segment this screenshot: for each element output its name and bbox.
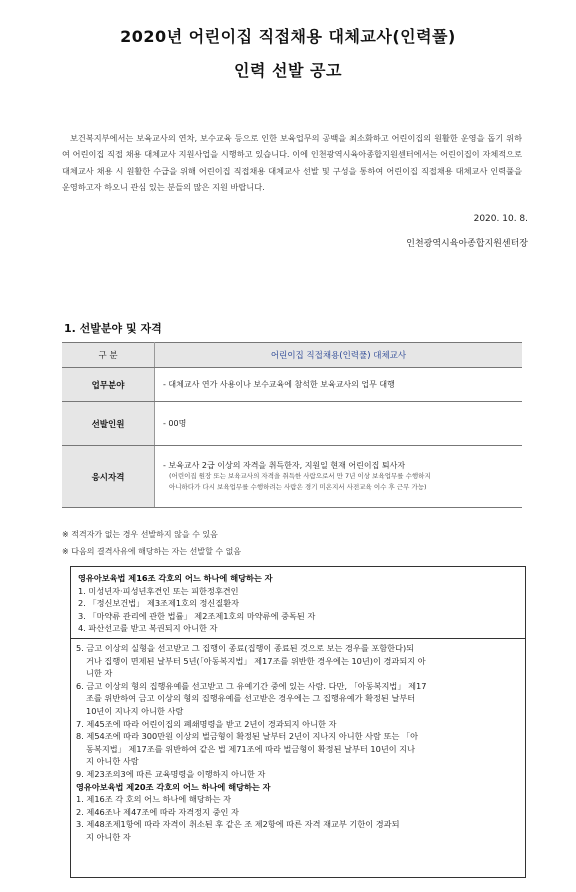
list-item-continued: 거나 집행이 면제된 날부터 5년(「아동복지법」 제17조를 위반한 경우에는 10년)이 경과되지 아	[86, 655, 426, 666]
list-item: 4. 파산선고를 받고 복권되지 아니한 자	[78, 623, 218, 634]
list-item: 9. 제23조의3에 따른 교육명령을 이행하지 아니한 자	[76, 768, 266, 779]
table-header-value: 어린이집 직접채용(인력풀) 대체교사	[155, 343, 523, 368]
list-heading: 영유아보육법 제20조 각호의 어느 하나에 해당하는 자	[76, 781, 271, 792]
list-item: 6. 금고 이상의 형의 집행유예를 선고받고 그 유예기간 중에 있는 사람. 다만, 「아동복지법」 제17	[76, 680, 427, 691]
list-item: 7. 제45조에 따라 어린이집의 폐쇄명령을 받고 2년이 경과되지 아니한 자	[76, 718, 337, 729]
table-row	[62, 402, 522, 446]
qualification-note-2: 아니하다가 다시 보육업무를 수행하려는 사람은 경기 미온지서 사전교육 이수 후 근무 가능)	[169, 483, 427, 491]
table-header-row	[62, 343, 522, 368]
disqualification-list-2	[76, 642, 520, 844]
list-item-continued: 지 아니한 사람	[86, 756, 139, 767]
selection-table	[62, 342, 522, 508]
page-title: 2020년 어린이집 직접채용 대체교사(인력풀)	[120, 27, 456, 46]
issuing-organization: 인천광역시육아종합지원센터장	[406, 239, 528, 249]
note-item: ※ 다음의 결격사유에 해당하는 자는 선발할 수 없음	[62, 547, 242, 556]
list-item-continued: 10년이 지나지 아니한 사람	[86, 705, 184, 716]
list-item: 3. 「마약류 관리에 관한 법률」 제2조제1호의 마약류에 중독된 자	[78, 610, 316, 621]
table-header-label: 구 분	[62, 343, 155, 368]
qualification-cell	[155, 446, 523, 508]
count-label: 선발인원	[62, 402, 155, 446]
list-item: 2. 제46조나 제47조에 따라 자격정지 중인 자	[76, 806, 239, 817]
table-row	[62, 368, 522, 402]
list-heading: 영유아보육법 제16조 각호의 어느 하나에 해당하는 자	[78, 573, 273, 583]
list-item: 2. 「정신보건법」 제3조제1호의 정신질환자	[78, 598, 240, 609]
page-subtitle: 인력 선발 공고	[234, 61, 342, 80]
list-item-continued: 동복지법」 제17조를 위반하여 같은 법 제71조에 따라 벌금형이 확정된 날부터 10년이 지나	[86, 743, 416, 754]
list-item: 1. 제16조 각 호의 어느 하나에 해당하는 자	[76, 794, 232, 805]
notes	[62, 526, 241, 560]
qualification-note-1: (어린이집 원장 또는 보육교사의 자격을 취득한 사람으로서 만 7년 이상 보육업무를 수행하지	[169, 472, 431, 480]
duty-label: 업무분야	[62, 368, 155, 402]
qualification-value: - 보육교사 2급 이상의 자격을 취득한자, 지원일 현재 어린이집 퇴사자	[163, 461, 406, 470]
qualification-label: 응시자격	[62, 446, 155, 508]
note-item: ※ 적격자가 없는 경우 선발하지 않을 수 있음	[62, 530, 218, 539]
intro-paragraph: 보건복지부에서는 보육교사의 연차, 보수교육 등으로 인한 보육업무의 공백을 최소화하고 어린이집의 원활한 운영을 돕기 위하여 어린이집 직접 채용 대체교사 지원사업을 시행하고 있습니다. 이에 인천광역시육아종합지원센터에서는 어린이집이 자체적으로 대체교사 채용 시 원활한 수급을 위해 어린이집 직접채용 대체교사 선발 및 구성을 통하여 어린이집 직접채용 대체교사 인력풀을 운영하고자 하오니 관심 있는 분들의 많은 지원 바랍니다.	[62, 133, 522, 192]
list-item: 8. 제54조에 따라 300만원 이상의 벌금형이 확정된 날부터 2년이 지나지 아니한 사람 또는 「아	[76, 731, 419, 742]
disqualification-list-1	[78, 572, 518, 635]
list-item-continued: 지 아니한 자	[86, 831, 131, 842]
announcement-date: 2020. 10. 8.	[473, 214, 528, 224]
count-value: - 00명	[155, 402, 523, 446]
section-heading: 1. 선발분야 및 자격	[64, 322, 162, 335]
list-item-continued: 니한 자	[86, 668, 113, 679]
list-item-continued: 조를 위반하여 금고 이상의 형의 집행유예를 선고받은 경우에는 그 집행유예가 확정된 날부터	[86, 693, 416, 704]
table-row	[62, 446, 522, 508]
duty-value: - 대체교사 연가 사용이나 보수교육에 참석한 보육교사의 업무 대행	[155, 368, 523, 402]
list-item: 3. 제48조제1항에 따라 자격이 취소된 후 같은 조 제2항에 따른 자격 재교부 기한이 경과되	[76, 819, 400, 830]
list-item: 5. 금고 이상의 실형을 선고받고 그 집행이 종료(집행이 종료된 것으로 보는 경우를 포함한다)되	[76, 643, 415, 653]
list-item: 1. 미성년자·피성년후견인 또는 피한정후견인	[78, 585, 239, 596]
